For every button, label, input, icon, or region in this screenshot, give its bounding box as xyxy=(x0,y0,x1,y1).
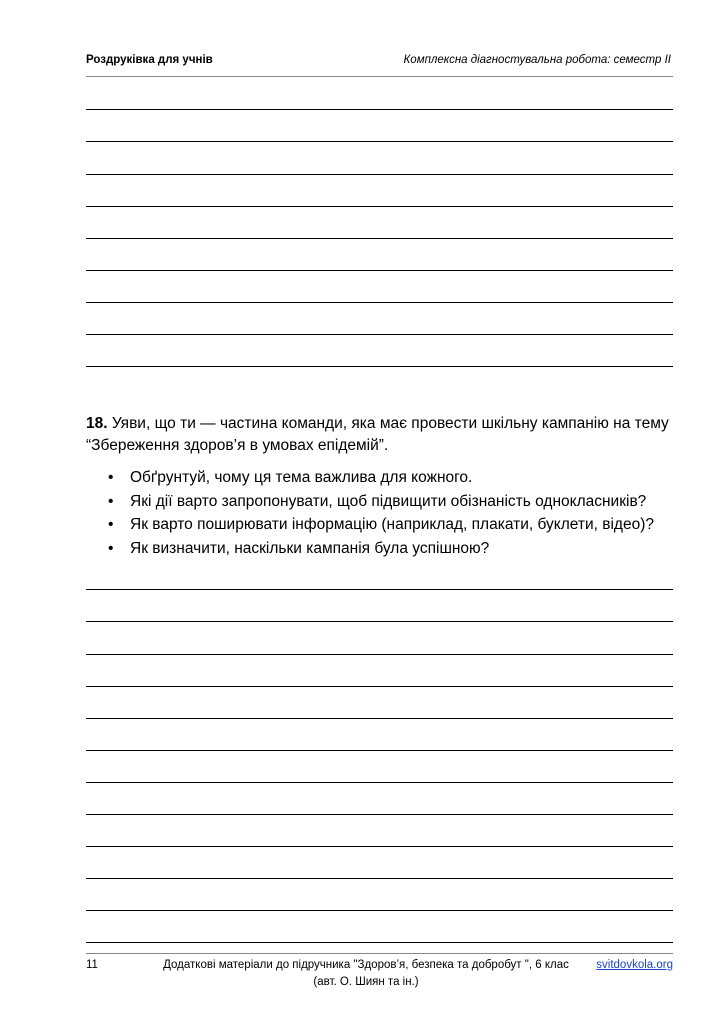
list-item xyxy=(86,466,676,490)
answer-line xyxy=(86,334,673,335)
answer-line xyxy=(86,782,673,783)
answer-line xyxy=(86,686,673,687)
answer-line xyxy=(86,621,673,622)
page-header xyxy=(86,52,673,77)
answer-line xyxy=(86,366,673,367)
bullet-text: Як визначити, наскільки кампанія була успішною? xyxy=(130,539,490,557)
question-number: 18. xyxy=(86,415,108,432)
header-left-title: Роздруківка для учнів xyxy=(86,54,213,66)
answer-line xyxy=(86,589,673,590)
answer-line xyxy=(86,654,673,655)
site-link[interactable]: svitdovkola.org xyxy=(596,959,673,971)
answer-line xyxy=(86,846,673,847)
bullet-text: Обґрунтуй, чому ця тема важлива для кожного. xyxy=(130,469,473,486)
header-right-title: Комплексна діагностувальна робота: семестр II xyxy=(403,54,671,66)
answer-line xyxy=(86,109,673,110)
page-number: 11 xyxy=(86,959,98,971)
answer-line xyxy=(86,910,673,911)
answer-line xyxy=(86,750,673,751)
footer-line-1: Додаткові матеріали до підручника "Здоров’я, безпека та добробут ", 6 клас xyxy=(163,959,569,971)
bullet-text: Які дії варто запропонувати, щоб підвищити обізнаність однокласників? xyxy=(130,492,647,510)
list-item xyxy=(86,513,676,537)
answer-line xyxy=(86,302,673,303)
footer-citation xyxy=(126,957,606,991)
answer-line xyxy=(86,238,673,239)
bullet-icon: • xyxy=(108,492,114,510)
question-text: Уяви, що ти — частина команди, яка має провести шкільну кампанію на тему “Збереження здоров’я в умовах епідемій”. xyxy=(86,415,669,454)
answer-line xyxy=(86,814,673,815)
answer-line xyxy=(86,270,673,271)
bullet-icon: • xyxy=(108,539,114,557)
answer-line xyxy=(86,206,673,207)
footer-line-2: (авт. О. Шиян та ін.) xyxy=(313,976,419,988)
answer-line xyxy=(86,878,673,879)
answer-line xyxy=(86,174,673,175)
question-18 xyxy=(86,413,676,457)
question-bullets xyxy=(86,466,676,560)
list-item xyxy=(86,537,676,561)
bullet-text: Як варто поширювати інформацію (наприклад, плакати, буклети, відео)? xyxy=(130,516,655,533)
list-item xyxy=(86,490,676,514)
footer-divider xyxy=(86,953,673,954)
answer-line xyxy=(86,718,673,719)
answer-line xyxy=(86,141,673,142)
answer-line xyxy=(86,942,673,943)
bullet-icon: • xyxy=(108,469,114,486)
bullet-icon: • xyxy=(108,516,114,533)
